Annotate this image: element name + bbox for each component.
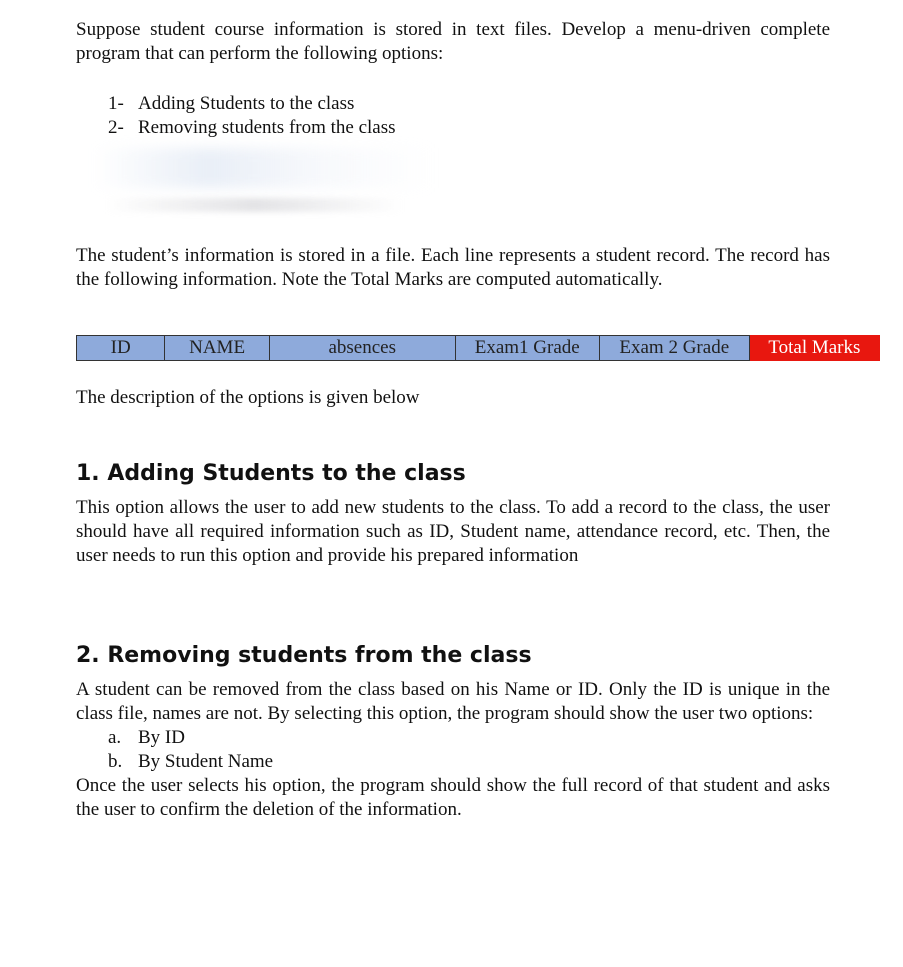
table-row bbox=[77, 336, 880, 361]
list-number: 2- bbox=[108, 117, 124, 138]
smudge-mark bbox=[94, 148, 434, 188]
section2-closing: Once the user selects his option, the program should show the full record of that student and asks the user to confirm the deletion of the information. bbox=[76, 775, 830, 820]
column-exam2: Exam 2 Grade bbox=[599, 336, 749, 361]
document-page bbox=[76, 18, 861, 820]
section2-body: A student can be removed from the class based on his Name or ID. Only the ID is unique in the class file, names are not. By selecting this option, the program should show the user two options: bbox=[76, 679, 830, 724]
list-label: Removing students from the class bbox=[138, 117, 396, 138]
list-item bbox=[76, 116, 830, 140]
intro-paragraph: Suppose student course information is stored in text files. Develop a menu-driven complete program that can perform the following options: bbox=[76, 19, 830, 64]
list-label: Adding Students to the class bbox=[138, 93, 355, 114]
section1-body: This option allows the user to add new students to the class. To add a record to the class, the user should have all required information such as ID, Student name, attendance record, etc. Then, the user needs to run this option and provide his prepared information bbox=[76, 497, 830, 566]
column-id: ID bbox=[77, 336, 165, 361]
column-absences: absences bbox=[269, 336, 455, 361]
list-number: 1- bbox=[108, 93, 124, 114]
column-total-marks: Total Marks bbox=[749, 336, 879, 361]
options-list bbox=[76, 92, 830, 140]
section1-heading: 1. Adding Students to the class bbox=[76, 461, 466, 486]
sub-options-list bbox=[76, 726, 830, 774]
list-item bbox=[76, 750, 830, 774]
list-label: By ID bbox=[138, 727, 185, 748]
list-item bbox=[76, 726, 830, 750]
section2-block bbox=[76, 678, 830, 822]
column-name: NAME bbox=[165, 336, 270, 361]
section2-heading: 2. Removing students from the class bbox=[76, 643, 532, 668]
column-exam1: Exam1 Grade bbox=[455, 336, 599, 361]
record-paragraph: The student’s information is stored in a file. Each line represents a student record. The record has the following information. Note the Total Marks are computed automatically. bbox=[76, 245, 830, 290]
list-letter: a. bbox=[108, 727, 122, 748]
list-letter: b. bbox=[108, 751, 123, 772]
record-format-table bbox=[76, 335, 880, 361]
list-label: By Student Name bbox=[138, 751, 274, 772]
smudge-mark bbox=[104, 198, 404, 212]
list-item bbox=[76, 92, 830, 116]
blurred-region bbox=[76, 140, 830, 244]
description-intro: The description of the options is given below bbox=[76, 387, 420, 408]
